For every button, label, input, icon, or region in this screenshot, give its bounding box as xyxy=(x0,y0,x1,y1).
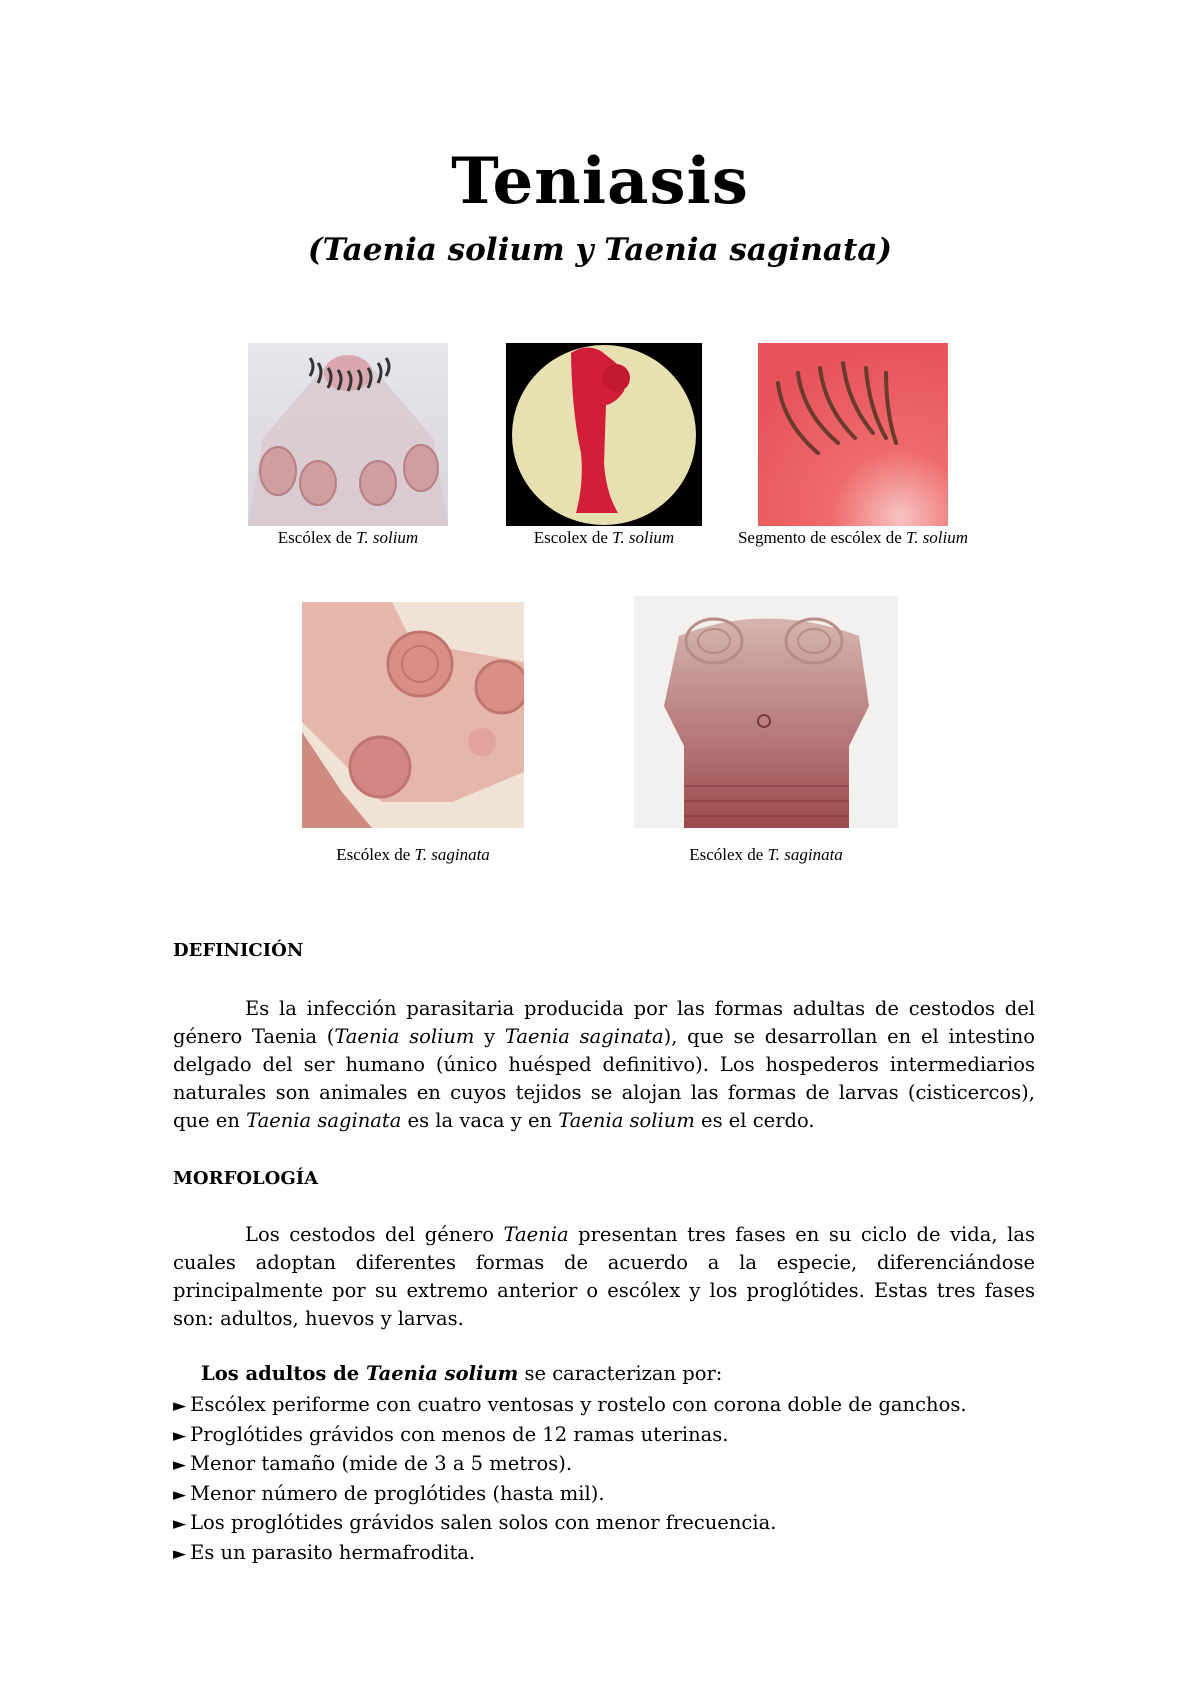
page-title: Teniasis xyxy=(451,144,749,219)
bullet-arrow-icon: ► xyxy=(173,1425,187,1446)
heading-definicion: DEFINICIÓN xyxy=(173,940,304,961)
caption-figure-1: Escólex de T. solium xyxy=(277,528,419,547)
list-item: ► Menor número de proglótides (hasta mil). xyxy=(173,1481,605,1505)
list-item: ► Es un parasito hermafrodita. xyxy=(173,1540,476,1564)
photo-scolex-solium-2 xyxy=(506,343,702,526)
photo-scolex-hooks-solium xyxy=(758,343,948,526)
caption-figure-5: Escólex de T. saginata xyxy=(689,845,843,864)
bullet-arrow-icon: ► xyxy=(173,1484,187,1505)
adultos-intro: Los adultos de Taenia solium se caracterizan por: xyxy=(201,1362,723,1385)
caption-figure-3: Segmento de escólex de T. solium xyxy=(737,528,969,547)
photo-scolex-solium-1 xyxy=(248,343,448,526)
list-item: ► Proglótides grávidos con menos de 12 ramas uterinas. xyxy=(173,1422,729,1446)
list-item: ► Menor tamaño (mide de 3 a 5 metros). xyxy=(173,1452,573,1475)
bullet-arrow-icon: ► xyxy=(173,1396,187,1416)
bullet-arrow-icon: ► xyxy=(173,1514,187,1534)
bullet-arrow-icon: ► xyxy=(173,1543,187,1564)
page-subtitle: (Taenia solium y Taenia saginata) xyxy=(307,232,893,268)
paragraph-definicion: Es la infección parasitaria producida por las formas adultas de cestodos del género Taenia (Taenia solium y Taenia saginata), que se desarrollan en el intestino delgado del ser humano (único huésped definitivo). Los hospederos intermediarios naturales son animales en cuyos tejidos se alojan las formas de larvas (cisticercos), que en Taenia saginata es la vaca y en Taenia solium es el cerdo. xyxy=(173,997,1035,1132)
list-item: ► Los proglótides grávidos salen solos con menor frecuencia. xyxy=(173,1511,777,1534)
paragraph-morfologia: Los cestodos del género Taenia presentan tres fases en su ciclo de vida, las cuales adoptan diferentes formas de acuerdo a la especie, diferenciándose principalmente por su extremo anterior o escólex y los proglótides. Estas tres fases son: adultos, huevos y larvas. xyxy=(173,1223,1035,1330)
caption-figure-4: Escólex de T. saginata xyxy=(336,845,490,864)
heading-morfologia: MORFOLOGÍA xyxy=(173,1168,319,1189)
list-item: ► Escólex periforme con cuatro ventosas y rostelo con corona doble de ganchos. xyxy=(173,1393,967,1416)
photo-scolex-saginata-1 xyxy=(302,602,524,828)
adultos-list xyxy=(173,1391,967,1568)
photo-scolex-saginata-2 xyxy=(634,596,898,828)
bullet-arrow-icon: ► xyxy=(173,1455,187,1475)
caption-figure-2: Escolex de T. solium xyxy=(533,528,675,547)
